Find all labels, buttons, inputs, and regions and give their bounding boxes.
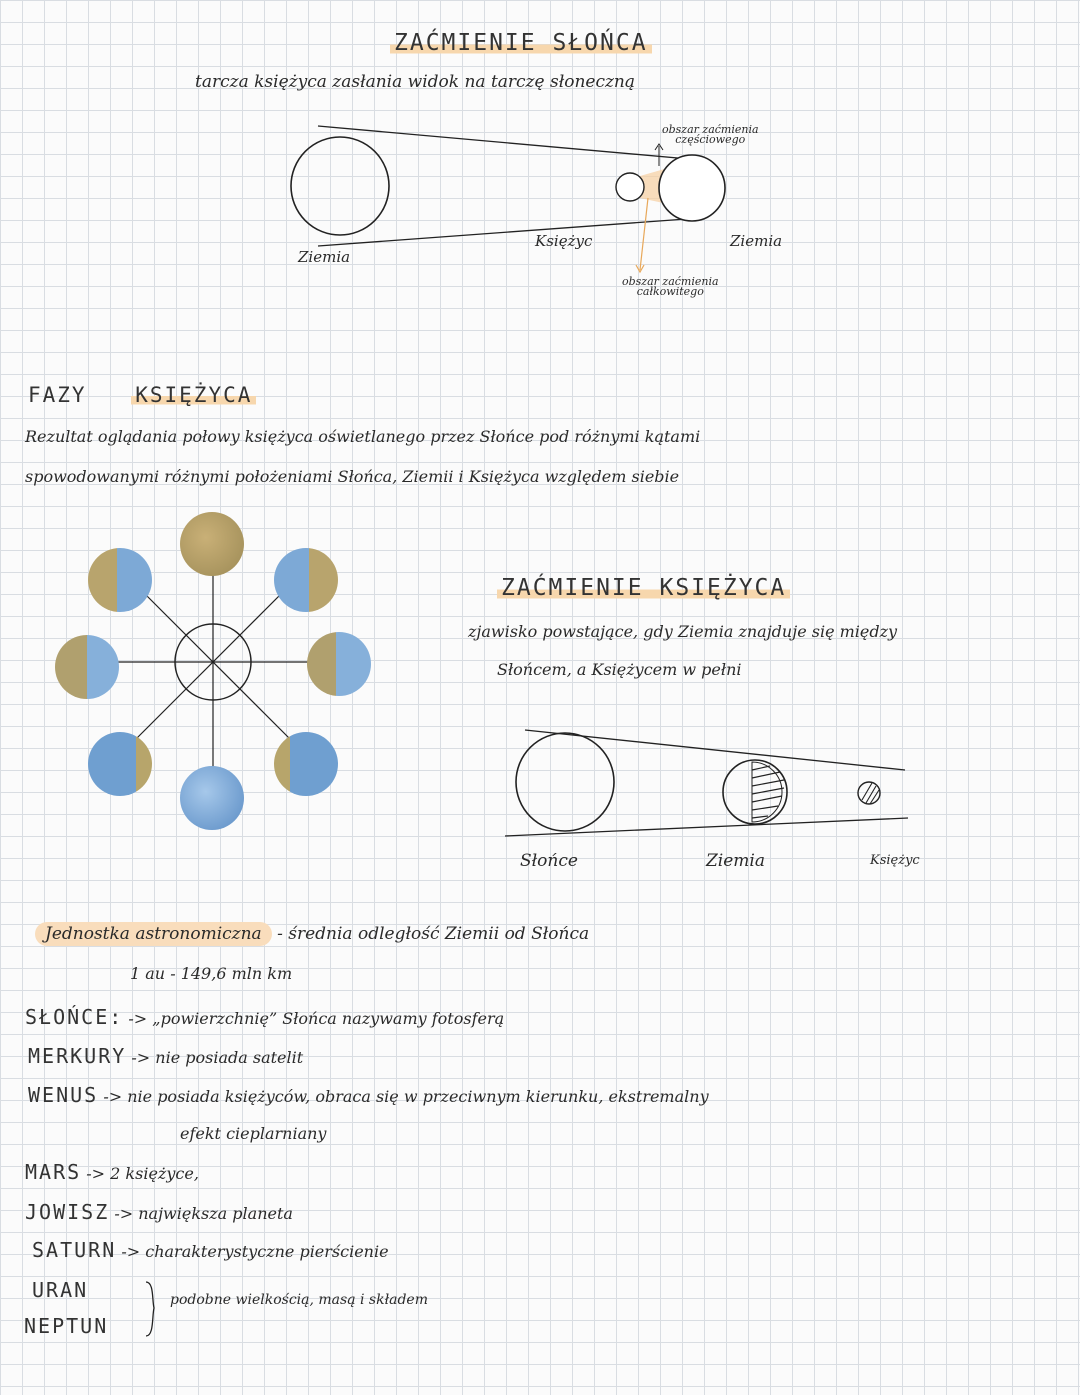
lunar-eclipse-line2: Słońcem, a Księżycem w pełni — [497, 660, 742, 679]
planet-row: NEPTUN — [24, 1314, 109, 1338]
planet-row: SATURN -> charakterystyczne pierścienie — [32, 1238, 389, 1262]
moon-phases-line1: Rezultat oglądania połowy księżyca oświetlanego przez Słońce pod różnymi kątami — [25, 427, 701, 446]
moon-phase-waning-crescent — [88, 548, 152, 612]
partial-eclipse-label: obszar zaćmienia częściowego — [662, 123, 759, 146]
total-eclipse-label: obszar zaćmienia całkowitego — [622, 275, 719, 298]
moon-phase-first-quarter — [307, 632, 371, 696]
label-moon: Księżyc — [535, 232, 593, 250]
au-value: 1 au - 149,6 mln km — [130, 964, 293, 983]
lunar-label-earth: Ziemia — [706, 851, 766, 871]
planet-row: MERKURY -> nie posiada satelit — [28, 1044, 304, 1068]
au-definition: - średnia odległość Ziemii od Słońca — [277, 924, 590, 944]
moon-phase-waxing-crescent — [274, 548, 338, 612]
moon-circle — [616, 173, 644, 201]
planet-row: MARS -> 2 księżyce, — [25, 1160, 199, 1184]
label-earth-right: Ziemia — [730, 232, 783, 250]
uran-neptun-note: podobne wielkością, masą i składem — [170, 1292, 428, 1308]
lunar-label-sun: Słońce — [520, 851, 578, 871]
label-earth-left: Ziemia — [298, 248, 351, 266]
earth-circle — [659, 155, 725, 221]
planet-row: JOWISZ -> największa planeta — [25, 1200, 293, 1224]
au-line — [35, 924, 589, 944]
shadow-line-top — [318, 126, 700, 160]
lunar-label-moon: Księżyc — [870, 853, 920, 868]
moon-phases-title: FAZY KSIĘŻYCA — [28, 383, 256, 407]
solar-eclipse-title: ZAĆMIENIE SŁOŃCA — [390, 30, 652, 56]
planet-row-continuation: efekt cieplarniany — [180, 1124, 327, 1143]
au-term: Jednostka astronomiczna — [35, 922, 272, 946]
planet-row: URAN — [32, 1278, 89, 1302]
sun-circle — [291, 137, 389, 235]
solar-eclipse-diagram — [0, 0, 1080, 320]
moon-phase-last-quarter — [55, 635, 119, 699]
total-arrow — [640, 198, 648, 270]
solar-eclipse-definition: tarcza księżyca zasłania widok na tarczę słoneczną — [195, 72, 636, 92]
moon-phase-new — [180, 512, 244, 576]
planet-row: SŁOŃCE: -> „powierzchnię” Słońca nazywamy fotosferą — [25, 1005, 505, 1029]
moon-phases-line2: spowodowanymi różnymi położeniami Słońca, Ziemii i Księżyca względem siebie — [25, 467, 680, 486]
lunar-eclipse-title: ZAĆMIENIE KSIĘŻYCA — [497, 575, 790, 601]
lunar-eclipse-line1: zjawisko powstające, gdy Ziemia znajduje się między — [468, 622, 898, 641]
planet-row: WENUS -> nie posiada księżyców, obraca się w przeciwnym kierunku, ekstremalny — [28, 1083, 709, 1107]
brace-icon — [142, 1280, 162, 1340]
